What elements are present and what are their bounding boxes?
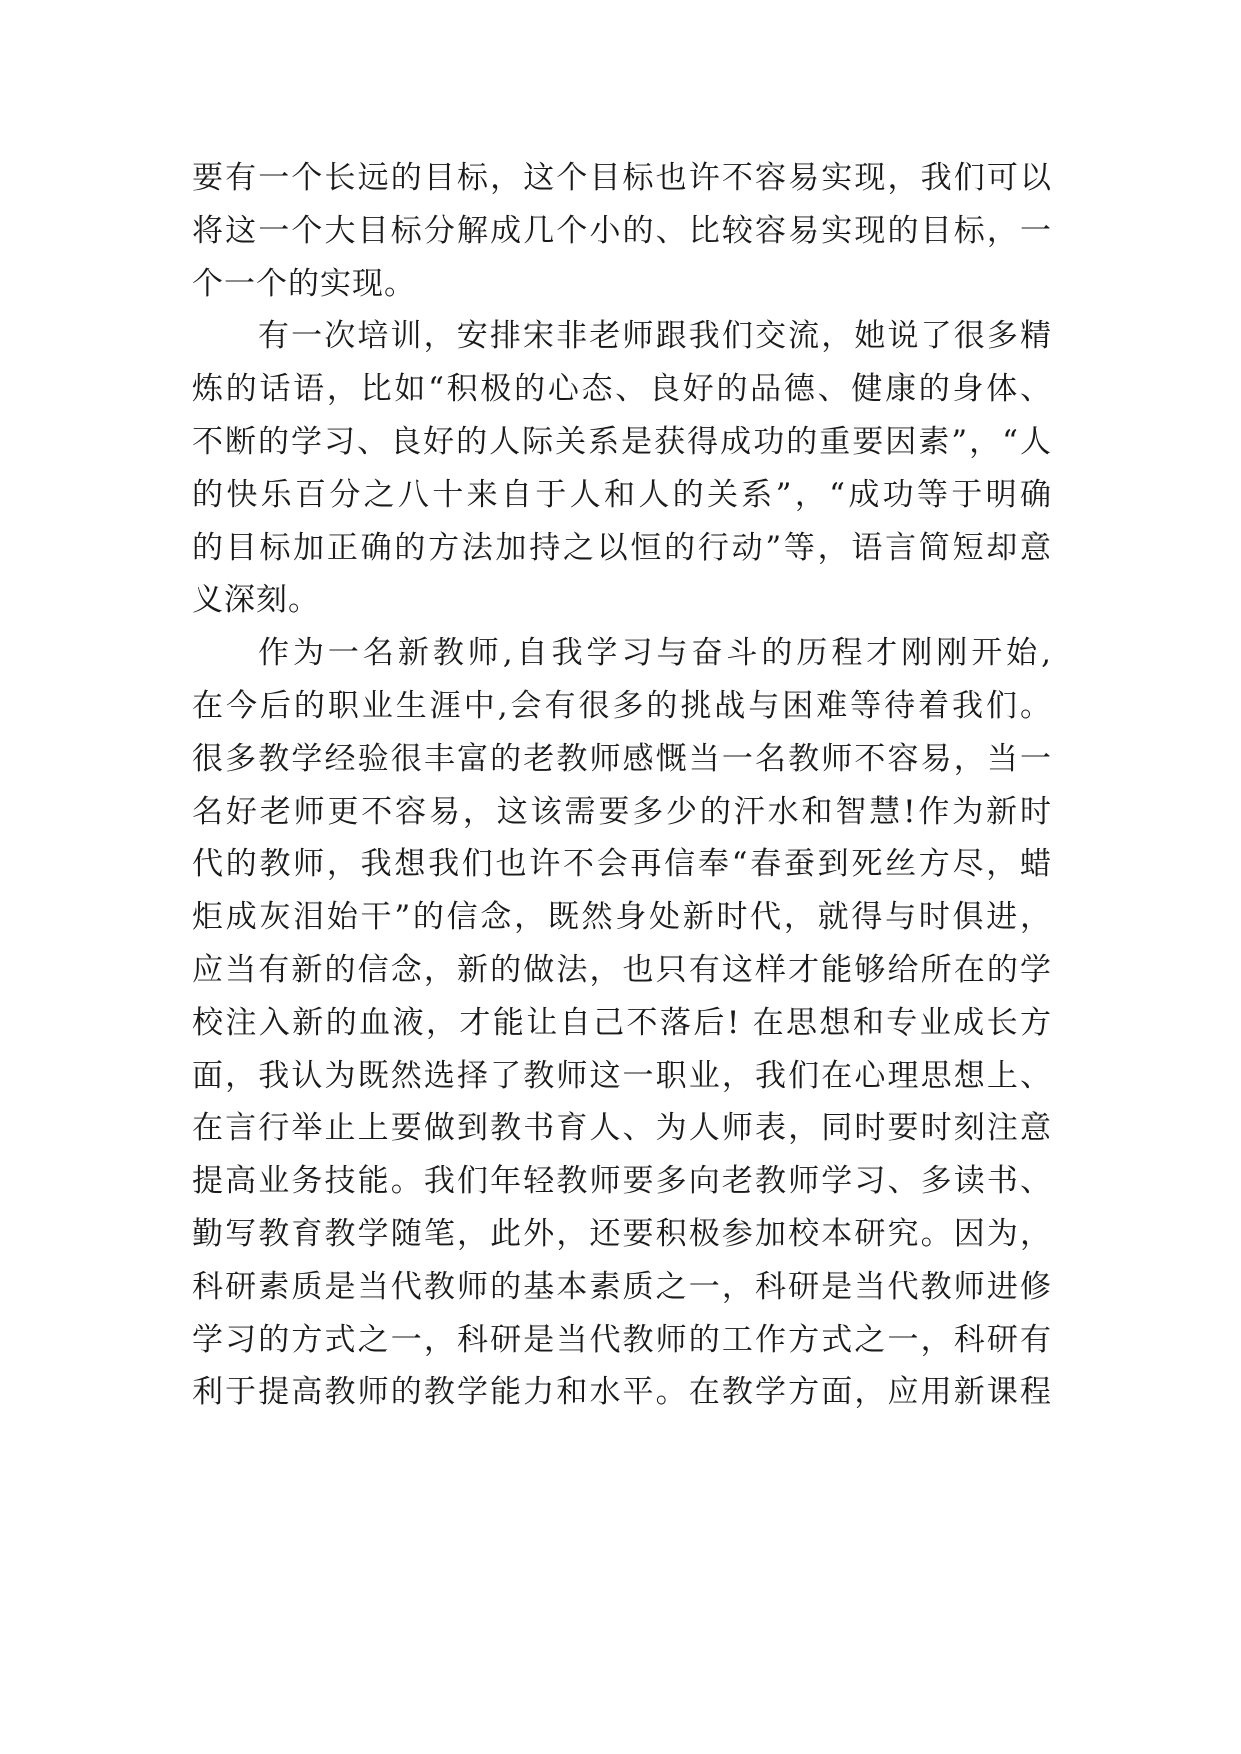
text-line: 作为一名新教师,自我学习与奋斗的历程才刚刚开始, [258,635,1052,672]
text-line: 在今后的职业生涯中,会有很多的挑战与困难等待着我们。 [192,687,1052,724]
text-line: 校注入新的血液，才能让自己不落后! 在思想和专业成长方 [192,1004,1052,1041]
text-line: 义深刻。 [192,582,320,619]
text-line: 很多教学经验很丰富的老教师感慨当一名教师不容易，当一 [192,740,1052,777]
text-line: 利于提高教师的教学能力和水平。在教学方面，应用新课程 [192,1374,1052,1411]
text-line: 名好老师更不容易，这该需要多少的汗水和智慧!作为新时 [192,793,1052,830]
text-line: 要有一个长远的目标，这个目标也许不容易实现，我们可以 [192,160,1052,196]
document-body [192,152,1052,1419]
text-line: 的目标加正确的方法加持之以恒的行动”等，语言简短却意 [192,529,1052,566]
text-line: 科研素质是当代教师的基本素质之一，科研是当代教师进修 [192,1268,1052,1305]
text-line: 代的教师，我想我们也许不会再信奉“春蚕到死丝方尽，蜡 [192,846,1052,883]
text-line: 的快乐百分之八十来自于人和人的关系”，“成功等于明确 [192,476,1052,513]
text-line: 面，我认为既然选择了教师这一职业，我们在心理思想上、 [192,1057,1052,1094]
text-line: 在言行举止上要做到教书育人、为人师表，同时要时刻注意 [192,1110,1052,1147]
text-line: 勤写教育教学随笔，此外，还要积极参加校本研究。因为， [192,1215,1052,1252]
text-line: 个一个的实现。 [192,265,416,302]
text-line: 将这一个大目标分解成几个小的、比较容易实现的目标，一 [192,212,1052,249]
text-line: 炬成灰泪始干”的信念，既然身处新时代，就得与时俱进， [192,899,1052,936]
text-line: 有一次培训，安排宋非老师跟我们交流，她说了很多精 [258,318,1052,355]
text-line: 应当有新的信念，新的做法，也只有这样才能够给所在的学 [192,951,1052,988]
text-line: 炼的话语，比如“积极的心态、良好的品德、健康的身体、 [192,371,1052,408]
text-line: 提高业务技能。我们年轻教师要多向老教师学习、多读书、 [192,1163,1052,1200]
text-line: 不断的学习、良好的人际关系是获得成功的重要因素”，“人 [192,423,1052,460]
text-line: 学习的方式之一，科研是当代教师的工作方式之一，科研有 [192,1321,1052,1358]
